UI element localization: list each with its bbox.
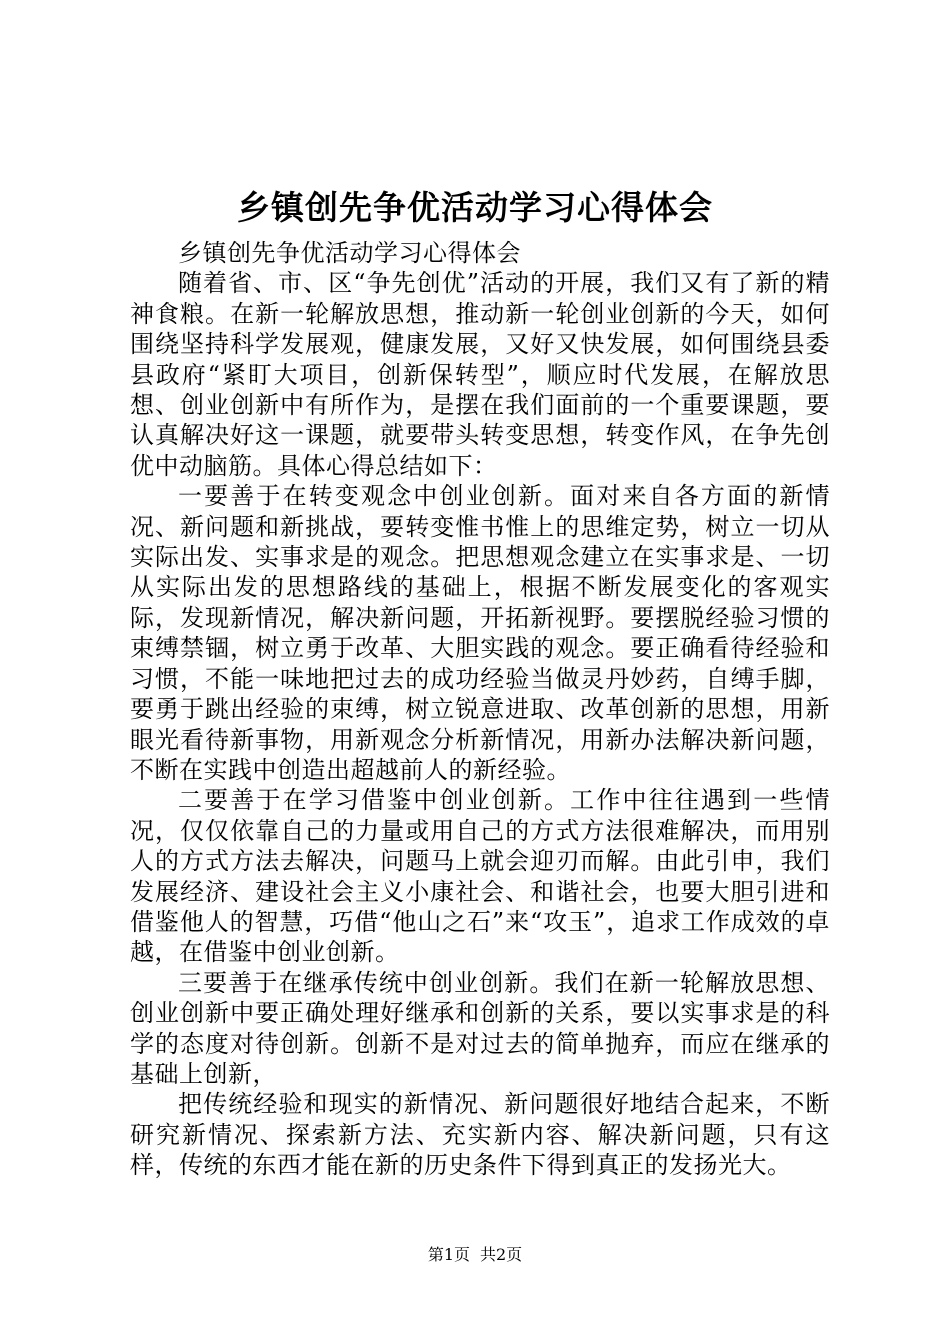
- paragraph-continuation: 把传统经验和现实的新情况、新问题很好地结合起来，不断研究新情况、探索新方法、充实新内容、解决新问题，只有这样，传统的东西才能在新的历史条件下得到真正的发扬光大。: [130, 1090, 830, 1180]
- document-title: 乡镇创先争优活动学习心得体会: [237, 188, 713, 227]
- paragraph-point-one: 一要善于在转变观念中创业创新。面对来自各方面的新情况、新问题和新挑战，要转变惟书惟上的思维定势，树立一切从实际出发、实事求是的观念。把思想观念建立在实事求是、一切从实际出发的思想路线的基础上，根据不断发展变化的客观实际，发现新情况，解决新问题，开拓新视野。要摆脱经验习惯的束缚禁锢，树立勇于改革、大胆实践的观念。要正确看待经验和习惯，不能一味地把过去的成功经验当做灵丹妙药，自缚手脚，要勇于跳出经验的束缚，树立锐意进取、改革创新的思想，用新眼光看待新事物，用新观念分析新情况，用新办法解决新问题，不断在实践中创造出超越前人的新经验。: [130, 482, 830, 784]
- paragraph-subtitle: 乡镇创先争优活动学习心得体会: [178, 239, 521, 267]
- page-number: 第1页: [427, 1245, 470, 1264]
- page-footer: [0, 1245, 950, 1265]
- page-total: 共2页: [480, 1245, 523, 1264]
- paragraph-intro: 随着省、市、区“争先创优”活动的开展，我们又有了新的精神食粮。在新一轮解放思想，推动新一轮创业创新的今天，如何围绕坚持科学发展观，健康发展，又好又快发展，如何围绕县委县政府“紧盯大项目，创新保转型”，顺应时代发展，在解放思想、创业创新中有所作为，是摆在我们面前的一个重要课题，要认真解决好这一课题，就要带头转变思想，转变作风，在争先创优中动脑筋。具体心得总结如下：: [130, 269, 830, 480]
- paragraph-point-two: 二要善于在学习借鉴中创业创新。工作中往往遇到一些情况，仅仅依靠自己的力量或用自己的方式方法很难解决，而用别人的方式方法去解决，问题马上就会迎刃而解。由此引申，我们发展经济、建设社会主义小康社会、和谐社会，也要大胆引进和借鉴他人的智慧，巧借“他山之石”来“攻玉”，追求工作成效的卓越，在借鉴中创业创新。: [130, 786, 830, 967]
- document-body: [130, 238, 830, 1181]
- paragraph-point-three: 三要善于在继承传统中创业创新。我们在新一轮解放思想、创业创新中要正确处理好继承和创新的关系，要以实事求是的科学的态度对待创新。创新不是对过去的简单抛弃，而应在继承的基础上创新，: [130, 968, 830, 1088]
